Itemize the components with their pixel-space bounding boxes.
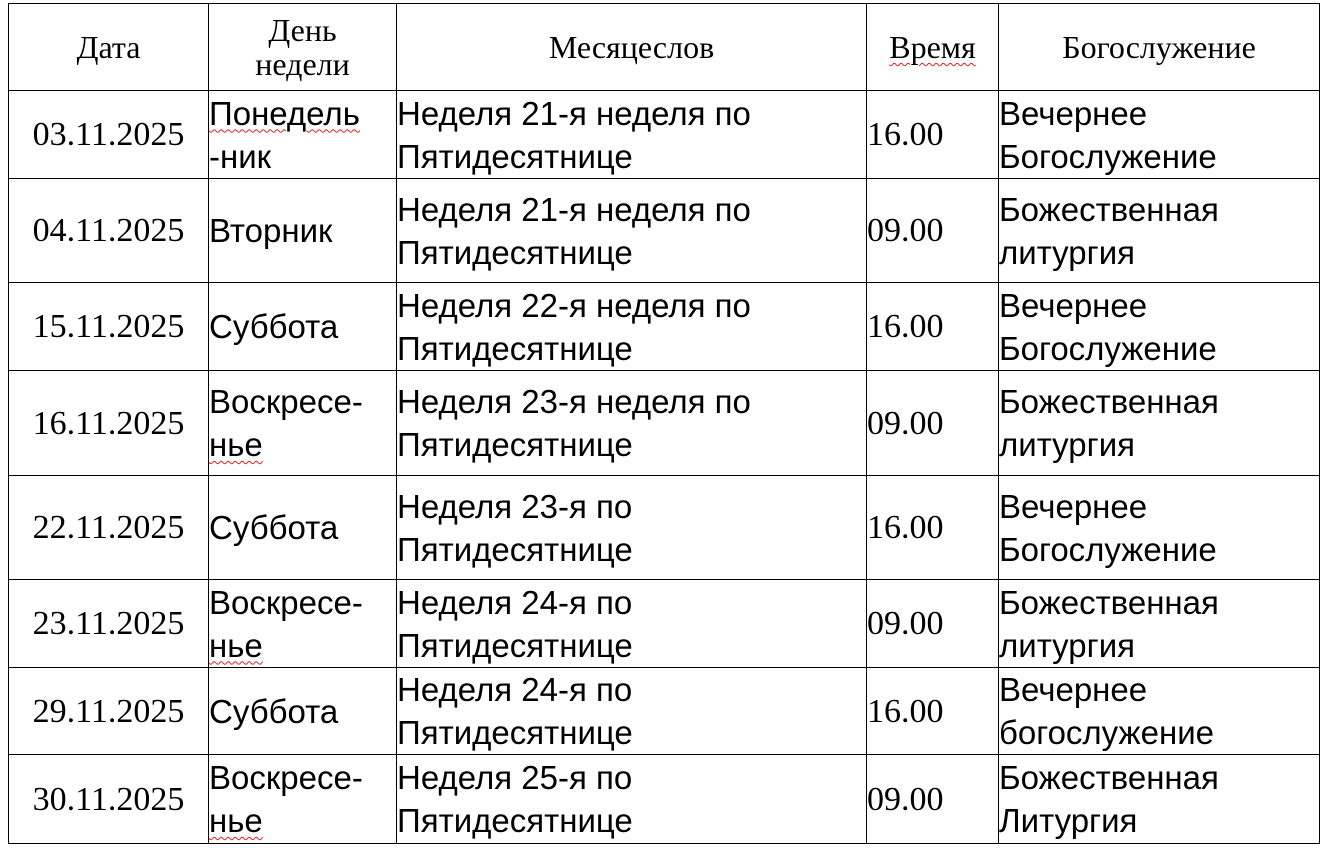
day-cell <box>209 179 397 283</box>
date-cell <box>9 476 209 580</box>
service-line2: литургия <box>999 626 1135 664</box>
date-value: 29.11.2025 <box>32 692 185 730</box>
menologion-cell <box>397 476 867 580</box>
header-service: Богослужение <box>999 4 1320 91</box>
table-row <box>9 371 1320 476</box>
day-line1-wrap <box>209 92 396 135</box>
date-value: 15.11.2025 <box>32 308 185 345</box>
header-day-of-week <box>209 4 397 91</box>
service-line1: Вечернее <box>999 487 1148 525</box>
service-line2: Литургия <box>999 802 1138 839</box>
header-day-line1: День <box>268 12 337 48</box>
service-line2: литургия <box>999 426 1135 463</box>
header-date: Дата <box>9 4 209 91</box>
day-line1: Воскресе- <box>209 383 363 420</box>
service-line1: Вечернее <box>999 286 1148 324</box>
service-schedule-table <box>8 3 1320 844</box>
day-cell <box>209 371 397 476</box>
service-line2: Богослужение <box>999 329 1217 367</box>
day-line1: Суббота <box>209 509 339 546</box>
day-line1: Суббота <box>209 308 339 345</box>
table-row <box>9 283 1320 371</box>
time-cell <box>867 371 999 476</box>
menologion-line1: Неделя 24-я по <box>397 583 633 621</box>
date-value: 03.11.2025 <box>32 116 185 153</box>
day-line1: Вторник <box>209 212 333 249</box>
service-line1: Божественная <box>999 383 1219 420</box>
menologion-line1: Неделя 24-я по <box>397 671 633 708</box>
menologion-cell <box>397 580 867 668</box>
day-line2: -ник <box>209 137 272 175</box>
table-row <box>9 179 1320 283</box>
service-line2: Богослужение <box>999 530 1217 568</box>
date-value: 22.11.2025 <box>32 509 185 546</box>
header-time-cell <box>867 4 999 91</box>
menologion-cell <box>397 179 867 283</box>
menologion-line2: Пятидесятнице <box>397 233 633 271</box>
day-line1: Суббота <box>209 692 339 730</box>
menologion-line1: Неделя 23-я по <box>397 487 633 525</box>
table-row <box>9 91 1320 179</box>
menologion-cell <box>397 283 867 371</box>
service-cell <box>999 91 1320 179</box>
date-cell <box>9 580 209 668</box>
menologion-line1: Неделя 23-я неделя по <box>397 383 751 420</box>
header-day-line2: недели <box>255 46 350 82</box>
service-cell <box>999 179 1320 283</box>
service-line1: Божественная <box>999 583 1219 621</box>
time-value: 09.00 <box>867 605 944 642</box>
day-line2-wrap <box>209 423 396 466</box>
menologion-cell <box>397 371 867 476</box>
service-line1: Божественная <box>999 759 1219 796</box>
time-value: 09.00 <box>867 212 944 249</box>
time-cell <box>867 755 999 844</box>
date-cell <box>9 371 209 476</box>
date-cell <box>9 283 209 371</box>
day-line1: Понедель <box>209 94 360 132</box>
menologion-line1: Неделя 21-я неделя по <box>397 94 751 132</box>
menologion-cell <box>397 91 867 179</box>
time-value: 16.00 <box>867 692 944 730</box>
menologion-line1: Неделя 21-я неделя по <box>397 190 751 228</box>
menologion-line2: Пятидесятнице <box>397 802 633 839</box>
day-line2: нье <box>209 626 263 664</box>
service-line2: Богослужение <box>999 137 1217 175</box>
day-cell <box>209 755 397 844</box>
day-line1: Воскресе- <box>209 759 363 796</box>
time-value: 16.00 <box>867 116 944 153</box>
day-cell <box>209 580 397 668</box>
time-cell <box>867 179 999 283</box>
menologion-cell <box>397 668 867 755</box>
date-cell <box>9 91 209 179</box>
day-line2-wrap <box>209 624 396 667</box>
day-line1: Воскресе- <box>209 583 363 621</box>
menologion-line2: Пятидесятнице <box>397 426 633 463</box>
menologion-line2: Пятидесятнице <box>397 626 633 664</box>
service-line2: литургия <box>999 233 1135 271</box>
date-value: 23.11.2025 <box>32 605 185 642</box>
time-cell <box>867 580 999 668</box>
menologion-cell <box>397 755 867 844</box>
service-line1: Божественная <box>999 190 1219 228</box>
table-row <box>9 755 1320 844</box>
time-value: 16.00 <box>867 308 944 345</box>
date-value: 04.11.2025 <box>32 212 185 249</box>
service-cell <box>999 668 1320 755</box>
menologion-line1: Неделя 22-я неделя по <box>397 286 751 324</box>
day-cell <box>209 283 397 371</box>
day-line2: нье <box>209 426 263 463</box>
day-cell <box>209 91 397 179</box>
time-value: 16.00 <box>867 509 944 546</box>
menologion-line2: Пятидесятнице <box>397 714 633 751</box>
date-value: 30.11.2025 <box>32 780 185 818</box>
table-row <box>9 580 1320 668</box>
service-cell <box>999 283 1320 371</box>
header-time: Время <box>889 29 976 65</box>
menologion-line2: Пятидесятнице <box>397 530 633 568</box>
service-line2: богослужение <box>999 714 1214 751</box>
header-menologion: Месяцеслов <box>397 4 867 91</box>
service-cell <box>999 371 1320 476</box>
time-cell <box>867 91 999 179</box>
service-line1: Вечернее <box>999 671 1148 708</box>
table-row <box>9 476 1320 580</box>
service-line1: Вечернее <box>999 94 1148 132</box>
day-line2-wrap <box>209 799 396 842</box>
service-cell <box>999 580 1320 668</box>
time-value: 09.00 <box>867 404 944 442</box>
date-cell <box>9 179 209 283</box>
day-line2: нье <box>209 802 263 839</box>
table-row <box>9 668 1320 755</box>
date-cell <box>9 755 209 844</box>
time-cell <box>867 668 999 755</box>
date-cell <box>9 668 209 755</box>
service-cell <box>999 755 1320 844</box>
service-cell <box>999 476 1320 580</box>
time-cell <box>867 476 999 580</box>
day-cell <box>209 668 397 755</box>
time-cell <box>867 283 999 371</box>
date-value: 16.11.2025 <box>32 404 185 442</box>
table-header-row <box>9 4 1320 91</box>
menologion-line2: Пятидесятнице <box>397 329 633 367</box>
time-value: 09.00 <box>867 780 944 818</box>
menologion-line2: Пятидесятнице <box>397 137 633 175</box>
day-cell <box>209 476 397 580</box>
menologion-line1: Неделя 25-я по <box>397 759 633 796</box>
